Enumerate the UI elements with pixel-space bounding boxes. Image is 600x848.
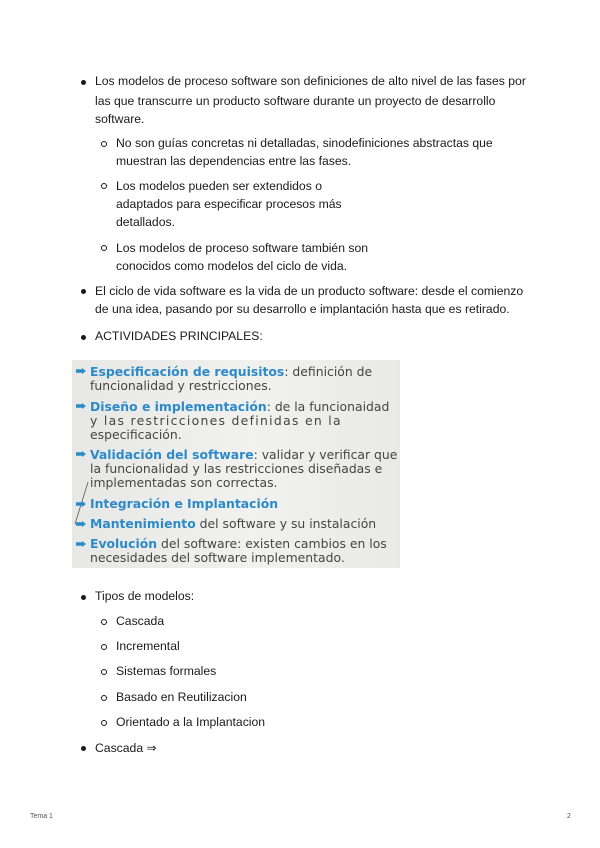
sub-bullet-circle	[101, 669, 107, 675]
intro-line: software.	[95, 112, 145, 126]
page-number: 2	[567, 813, 571, 820]
life-cycle-line: El ciclo de vida software es la vida de un producto software: desde el comienzo	[95, 284, 524, 298]
activity-text: : validar y verificar que	[253, 447, 398, 462]
activity-title: Validación del software	[90, 447, 254, 462]
activity-line	[90, 537, 387, 551]
activity-text: del software y su instalación	[195, 516, 377, 531]
activity-text: : definición de	[284, 364, 373, 379]
activity-title: Diseño e implementación	[90, 399, 267, 414]
bullet-dot	[81, 746, 86, 751]
activity-line: y las restricciones definidas en la	[90, 413, 342, 428]
sub-bullet-circle	[101, 245, 107, 251]
activity-title: Mantenimiento	[90, 516, 196, 531]
intro-line: Los modelos de proceso software son definiciones de alto nivel de las fases por	[95, 74, 526, 88]
arrow-bullet-icon	[76, 403, 86, 409]
sub-bullet-line: adaptados para especificar procesos más	[116, 197, 342, 211]
sub-bullet-circle	[101, 183, 107, 189]
arrow-bullet-icon	[76, 451, 86, 457]
model-type-item: Basado en Reutilizacion	[116, 690, 247, 704]
activity-line: funcionalidad y restricciones.	[90, 378, 272, 393]
sub-bullet-circle	[101, 619, 107, 625]
model-type-item: Cascada	[116, 614, 165, 628]
footer-left: Tema 1	[30, 813, 53, 820]
activity-line: la funcionalidad y las restricciones diseñadas e	[90, 461, 383, 476]
model-type-item: Orientado a la Implantacion	[116, 715, 266, 729]
sub-bullet-circle	[101, 141, 107, 147]
activity-line: especificación.	[90, 427, 182, 442]
sub-bullet-line: No son guías concretas ni detalladas, sinodefiniciones abstractas que	[116, 136, 493, 150]
activity-line	[90, 448, 397, 462]
sub-bullet-line: muestran las dependencias entre las fases.	[116, 154, 352, 168]
activities-panel	[72, 360, 400, 568]
sub-bullet-circle	[101, 720, 107, 726]
activity-title: Evolución	[90, 536, 158, 551]
model-type-item: Sistemas formales	[116, 664, 217, 678]
activity-line: necesidades del software implementado.	[90, 550, 345, 565]
model-types-heading: Tipos de modelos:	[95, 589, 195, 603]
activity-title: Integración e Implantación	[90, 496, 279, 511]
activity-line: implementadas son correctas.	[90, 475, 278, 490]
sub-bullet-line: detallados.	[116, 215, 175, 229]
bullet-dot	[81, 80, 86, 85]
activity-text: del software: existen cambios en los	[157, 536, 387, 551]
sub-bullet-circle	[101, 644, 107, 650]
activity-line	[90, 365, 390, 379]
activity-line	[90, 517, 376, 531]
activity-text: : de la funcionaidad	[266, 399, 390, 414]
bullet-dot	[81, 335, 86, 340]
sub-bullet-line: Los modelos pueden ser extendidos o	[116, 179, 322, 193]
bullet-dot	[81, 289, 86, 294]
activity-title: Especificación de requisitos	[90, 364, 285, 379]
sub-bullet-line: conocidos como modelos del ciclo de vida.	[116, 259, 348, 273]
last-bullet-text: Cascada ⇒	[95, 741, 157, 755]
sub-bullet-line: Los modelos de proceso software también son	[116, 241, 369, 255]
life-cycle-line: de una idea, pasando por su desarrollo e implantación hasta que es retirado.	[95, 302, 510, 316]
model-type-item: Incremental	[116, 639, 180, 653]
sub-bullet-circle	[101, 695, 107, 701]
activity-line	[90, 400, 389, 414]
arrow-bullet-icon	[76, 368, 86, 374]
arrow-bullet-icon	[76, 541, 86, 547]
activities-heading: ACTIVIDADES PRINCIPALES:	[95, 329, 263, 343]
bullet-dot	[81, 595, 86, 600]
intro-line: las que transcurre un producto software durante un proyecto de desarrollo	[95, 94, 496, 108]
